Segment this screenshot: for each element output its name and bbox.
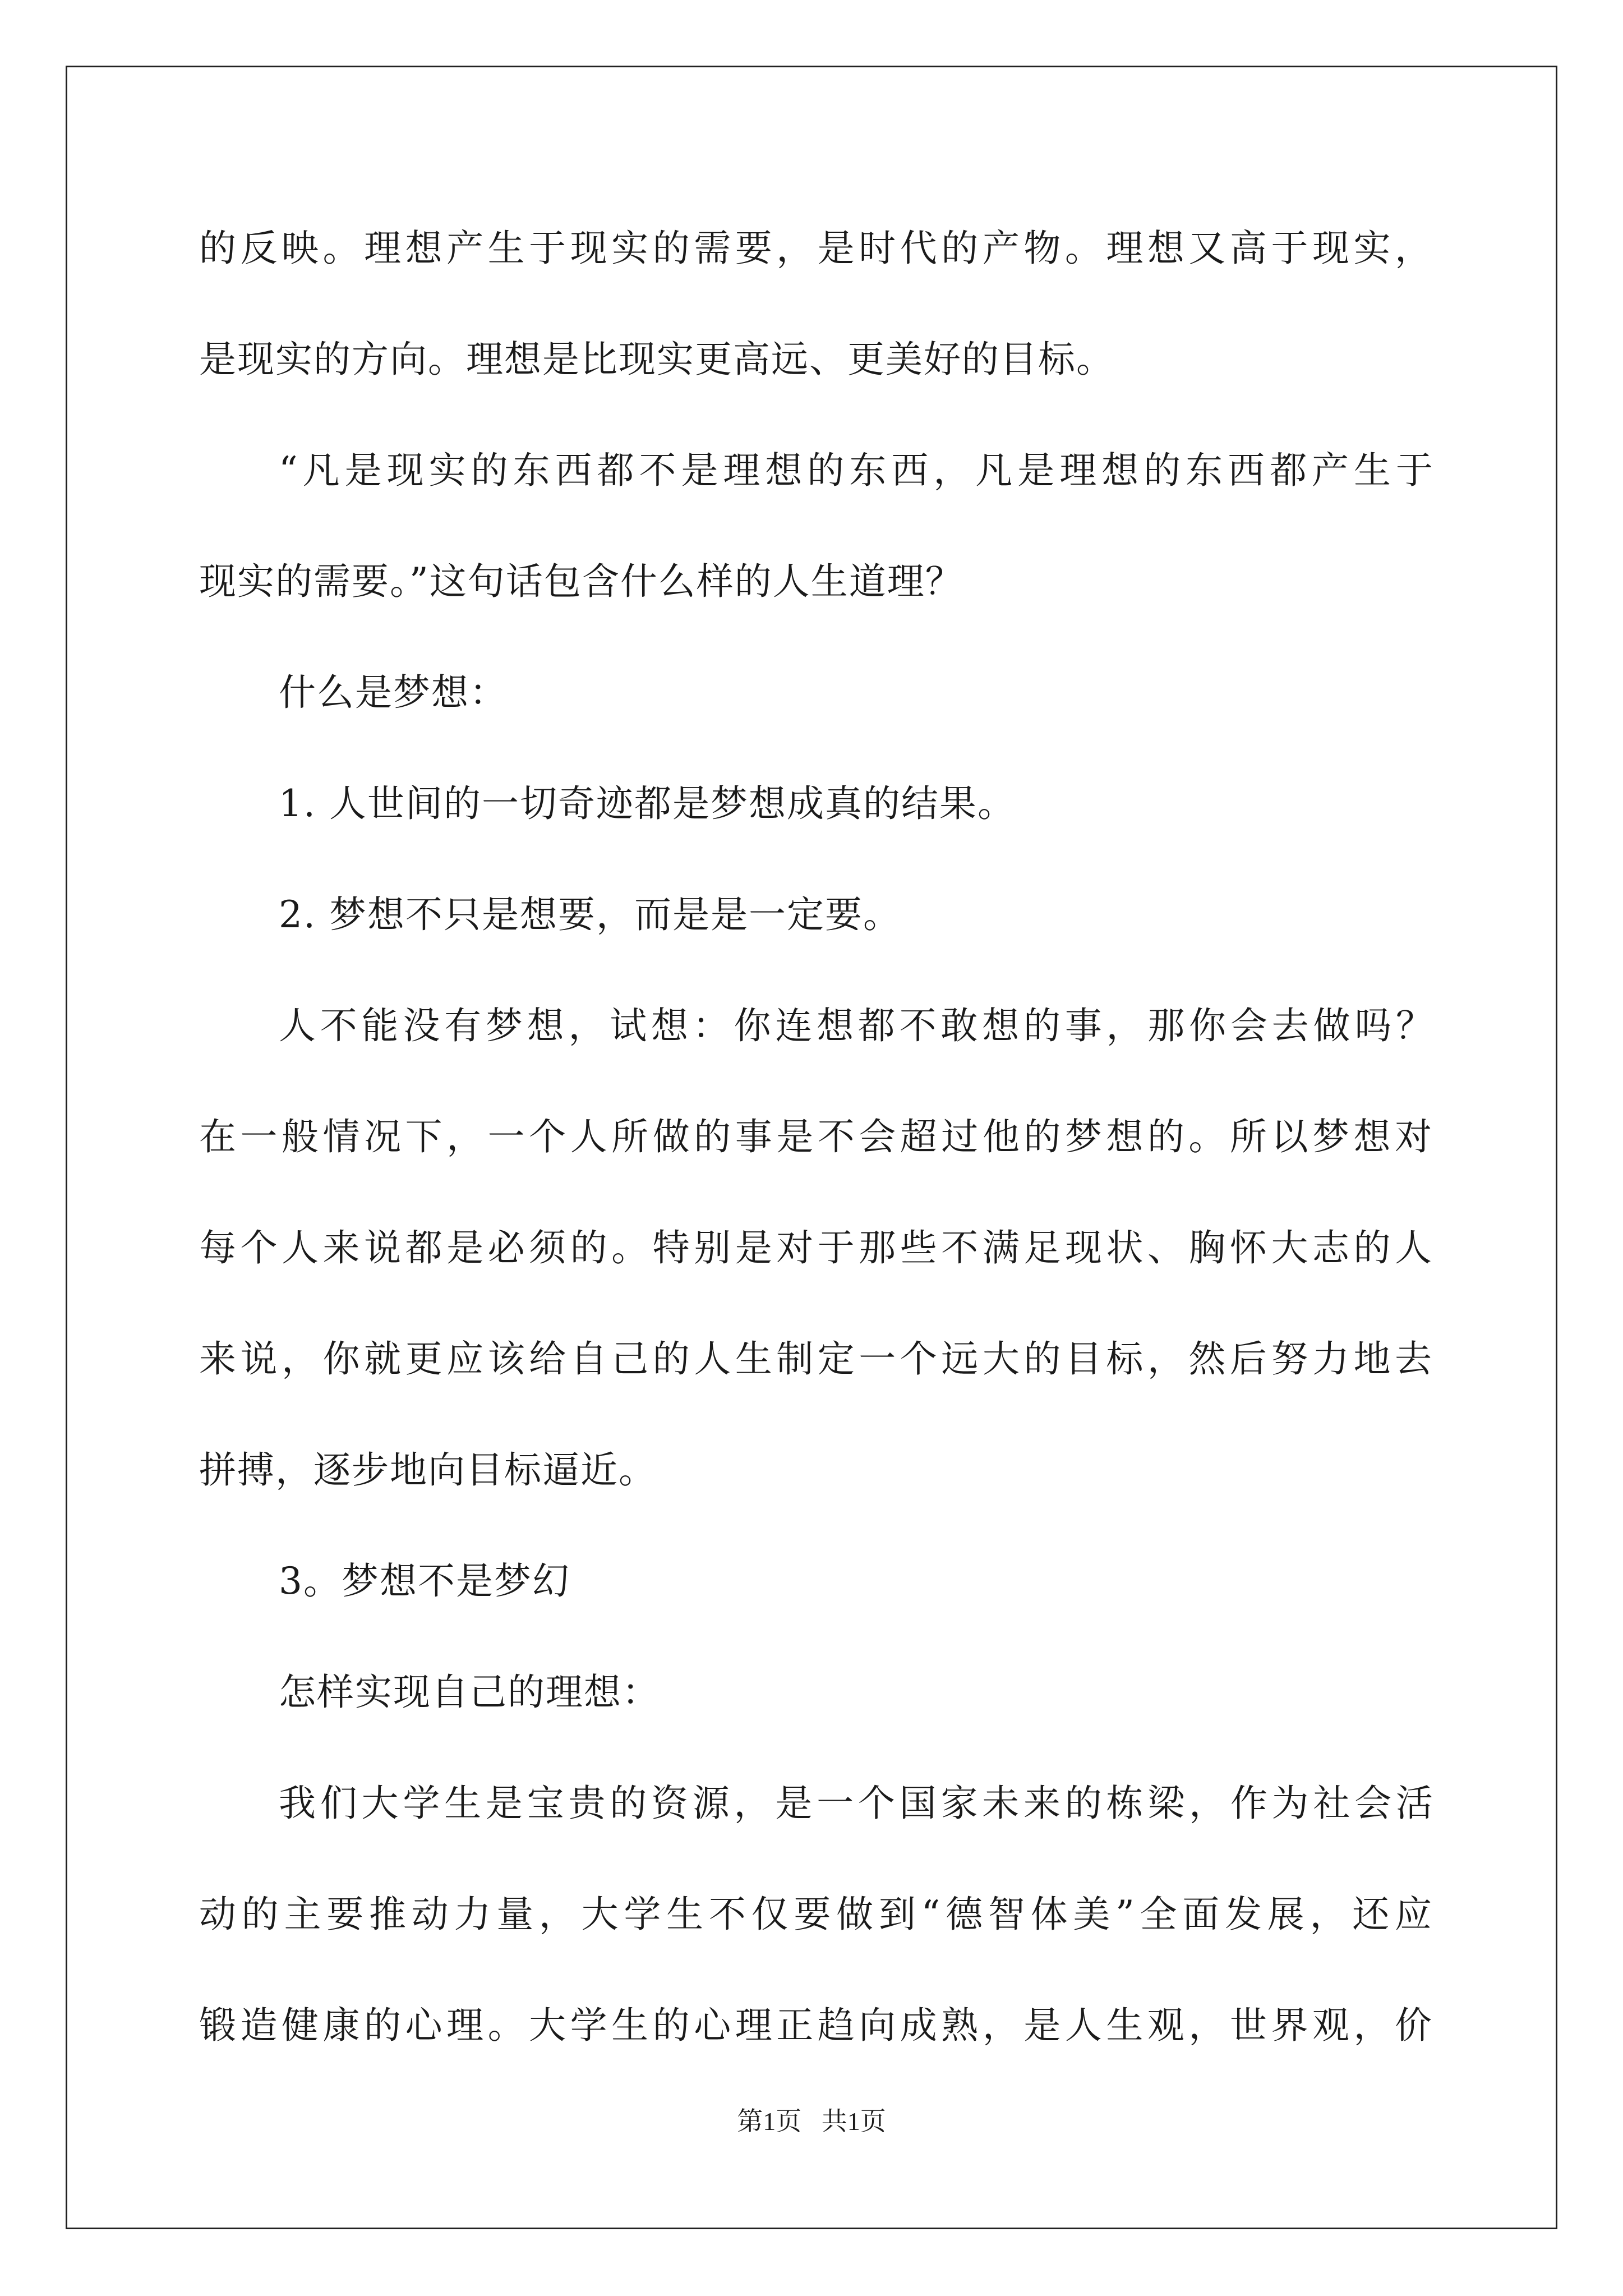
paragraph-line: 锻造健康的心理。大学生的心理正趋向成熟，是人生观，世界观，价 xyxy=(199,2004,1433,2047)
paragraph-line: 我们大学生是宝贵的资源，是一个国家未来的栋梁，作为社会活 xyxy=(279,1782,1434,1825)
page-total: 共1页 xyxy=(821,2107,886,2136)
paragraph-line: 拼搏，逐步地向目标逼近。 xyxy=(199,1448,657,1492)
list-item: 1. 人世间的一切奇迹都是梦想成真的结果。 xyxy=(279,782,1016,825)
list-item: 3。梦想不是梦幻 xyxy=(279,1559,570,1603)
paragraph-line: 的反映。理想产生于现实的需要，是时代的产物。理想又高于现实， xyxy=(199,227,1433,270)
page-footer xyxy=(0,2105,1623,2138)
paragraph-line: 是现实的方向。理想是比现实更高远、更美好的目标。 xyxy=(199,338,1114,381)
paragraph-line: 来说，你就更应该给自己的人生制定一个远大的目标，然后努力地去 xyxy=(199,1337,1433,1381)
paragraph-line: “凡是现实的东西都不是理想的东西，凡是理想的东西都产生于 xyxy=(279,449,1434,492)
paragraph-line: 怎样实现自己的理想： xyxy=(279,1671,660,1714)
paragraph-line: 动的主要推动力量，大学生不仅要做到“德智体美”全面发展，还应 xyxy=(199,1893,1433,1936)
paragraph-line: 什么是梦想： xyxy=(279,671,508,714)
list-item: 2. 梦想不只是想要，而是是一定要。 xyxy=(279,893,901,936)
paragraph-line: 现实的需要。”这句话包含什么样的人生道理？ xyxy=(199,560,963,603)
paragraph-line: 人不能没有梦想，试想：你连想都不敢想的事，那你会去做吗？ xyxy=(279,1004,1434,1047)
paragraph-line: 每个人来说都是必须的。特别是对于那些不满足现状、胸怀大志的人 xyxy=(199,1226,1433,1269)
page-number: 第1页 xyxy=(737,2107,802,2136)
paragraph-line: 在一般情况下，一个人所做的事是不会超过他的梦想的。所以梦想对 xyxy=(199,1115,1433,1158)
